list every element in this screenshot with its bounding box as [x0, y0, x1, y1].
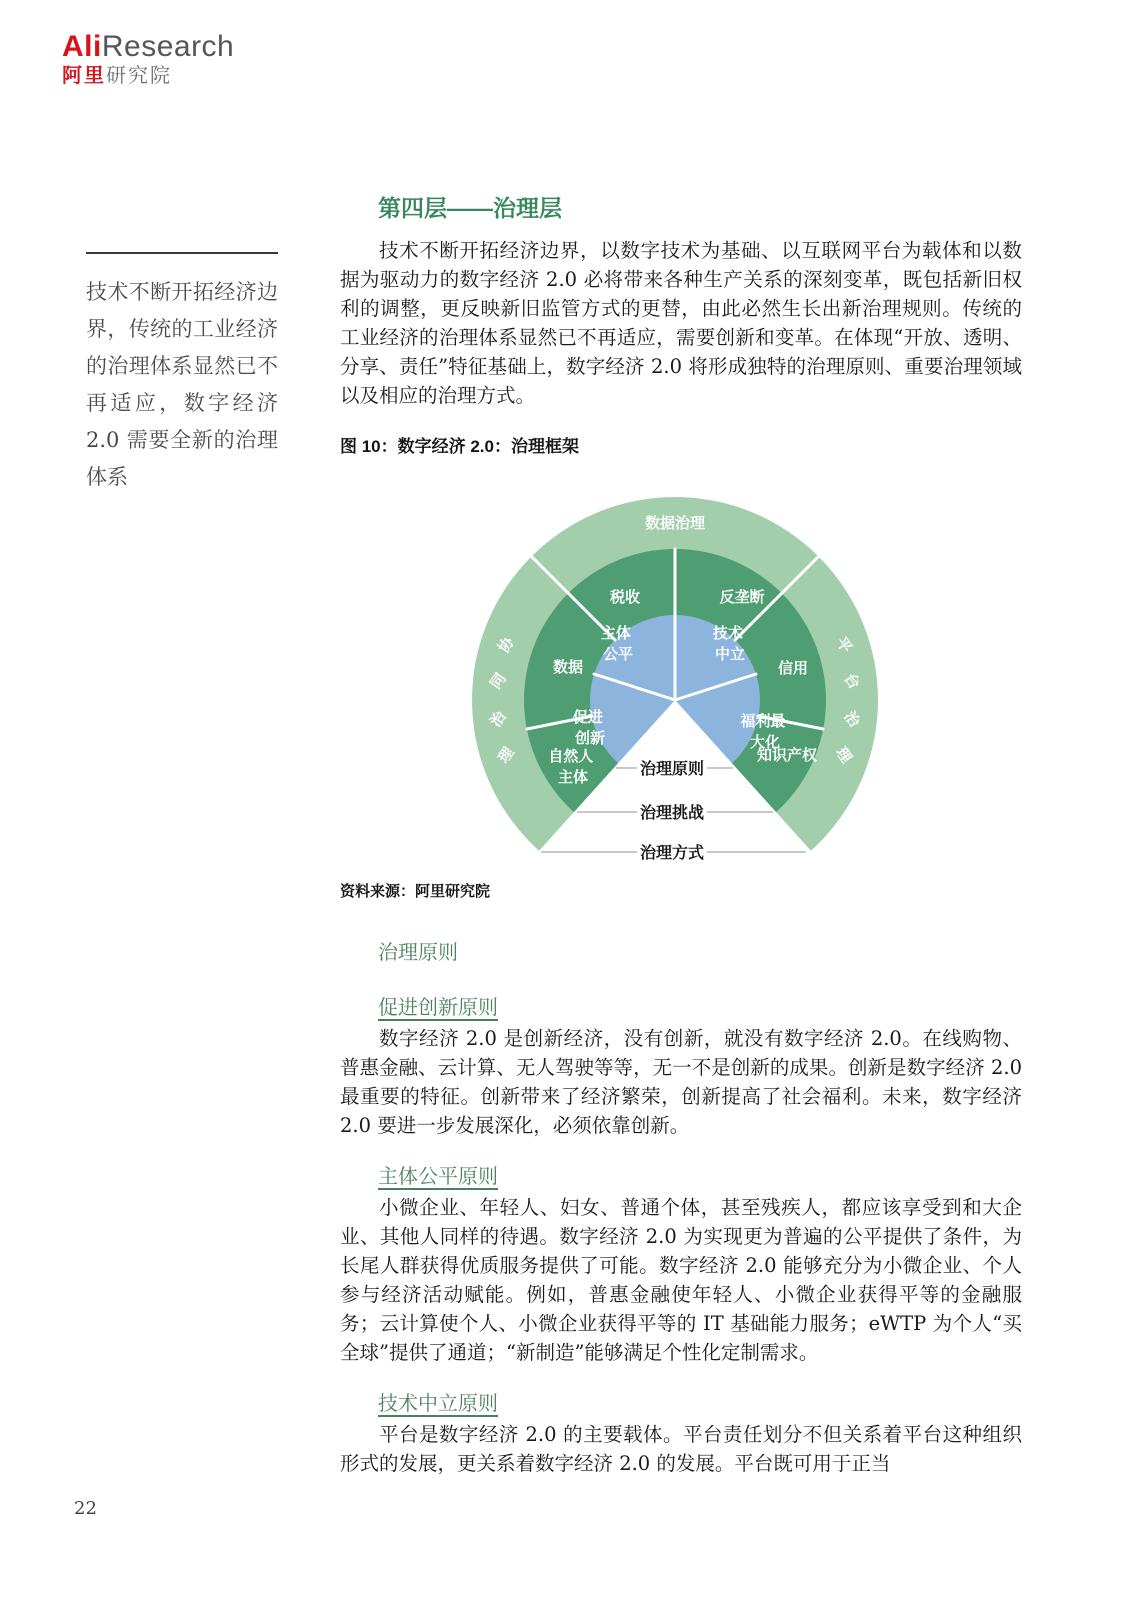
- logo-chinese: [62, 65, 234, 87]
- outer-label-left-char: 协: [495, 634, 518, 657]
- figure-caption: 图 10：数字经济 2.0：治理框架: [340, 437, 579, 456]
- subsection-innovation: [340, 991, 1022, 1140]
- inner-label-welfare-line2: 大化: [749, 734, 781, 751]
- governance-sections: [340, 936, 1022, 1498]
- heading-governance-principles: 治理原则: [378, 940, 458, 964]
- outer-label-right-char: 理: [832, 744, 855, 767]
- margin-note-rule: [86, 252, 278, 254]
- section-title: 第四层——治理层: [378, 195, 562, 221]
- wedge-label-methods: 治理方式: [639, 845, 705, 862]
- inner-label-tech-neutral-line2: 中立: [714, 646, 746, 663]
- wedge-label-principles: 治理原则: [639, 761, 705, 778]
- outer-label-left-char: 同: [487, 670, 510, 693]
- middle-label-tax: 税收: [609, 589, 641, 606]
- subsection-fairness: [340, 1160, 1022, 1367]
- heading-tech-neutral-principle: 技术中立原则: [378, 1391, 498, 1415]
- outer-label-right-char: 治: [840, 708, 863, 731]
- outer-label-left-char: 治: [487, 708, 510, 731]
- paragraph-fairness-principle: 小微企业、年轻人、妇女、普通个体，甚至残疾人，都应该享受到和大企业、其他人同样的待遇。数字经济 2.0 为实现更为普遍的公平提供了条件，为长尾人群获得优质服务提供了可能。数字经济 2.0 能够充分为小微企业、个人参与经济活动赋能。例如，普惠金融使年轻人、小微企业获得平等的金融服务；云计算使个人、小微企业获得平等的 IT 基础能力服务；eWTP 为个人“买全球”提供了通道；“新制造”能够满足个性化定制需求。: [340, 1196, 1022, 1364]
- middle-label-antitrust: 反垄断: [719, 589, 765, 606]
- outer-label-right-char: 平: [832, 634, 855, 657]
- middle-label-data: 数据: [552, 659, 584, 676]
- aliresearch-logo: [62, 30, 234, 87]
- margin-note-text: 技术不断开拓经济边界，传统的工业经济的治理体系显然已不再适应，数字经济 2.0 需要全新的治理体系: [86, 280, 278, 489]
- paragraph-tech-neutral-principle: 平台是数字经济 2.0 的主要载体。平台责任划分不但关系着平台这种组织形式的发展，更关系着数字经济 2.0 的发展。平台既可用于正当: [340, 1423, 1022, 1475]
- logo-cn-institute-text: 研究院: [106, 65, 172, 87]
- inner-label-fairness-line2: 公平: [602, 646, 634, 663]
- subsection-tech-neutral: [340, 1387, 1022, 1478]
- inner-label-welfare-line1: 福利最: [740, 713, 786, 730]
- wedge-label-challenges: 治理挑战: [639, 805, 705, 822]
- intro-paragraph: 技术不断开拓经济边界，以数字技术为基础、以互联网平台为载体和以数据为驱动力的数字经济 2.0 必将带来各种生产关系的深刻变革，既包括新旧权利的调整，更反映新旧监管方式的更替，由此必然生长出新治理规则。传统的工业经济的治理体系显然已不再适应，需要创新和变革。在体现“开放、透明、分享、责任”特征基础上，数字经济 2.0 将形成独特的治理原则、重要治理领域以及相应的治理方式。: [340, 239, 1022, 407]
- paragraph-innovation-principle: 数字经济 2.0 是创新经济，没有创新，就没有数字经济 2.0。在线购物、普惠金融、云计算、无人驾驶等等，无一不是创新的成果。创新是数字经济 2.0 最重要的特征。创新带来了经济繁荣，创新提高了社会福利。未来，数字经济 2.0 要进一步发展深化，必须依靠创新。: [340, 1027, 1022, 1137]
- middle-label-ip: 知识产权: [756, 747, 818, 764]
- outer-label-left-char: 理: [495, 744, 518, 767]
- logo-ali-text: Ali: [62, 30, 102, 63]
- heading-innovation-principle: 促进创新原则: [378, 995, 498, 1019]
- page-number: 22: [74, 1498, 97, 1519]
- outer-label-top: 数据治理: [644, 515, 706, 532]
- inner-label-tech-neutral-line1: 技术: [712, 625, 743, 642]
- heading-fairness-principle: 主体公平原则: [378, 1164, 498, 1188]
- governance-framework-diagram: [445, 475, 905, 875]
- logo-latin: [62, 30, 234, 63]
- inner-label-innovation-line2: 创新: [574, 730, 606, 747]
- logo-research-text: Research: [101, 30, 235, 63]
- inner-label-innovation-line1: 促进: [572, 709, 603, 726]
- inner-label-fairness-line1: 主体: [600, 625, 631, 642]
- figure-source: 资料来源：阿里研究院: [340, 883, 491, 900]
- logo-cn-ali-text: 阿里: [62, 65, 106, 87]
- margin-note: [86, 252, 278, 496]
- outer-label-right-char: 台: [840, 670, 863, 693]
- middle-label-credit: 信用: [777, 660, 809, 677]
- middle-label-natural-person-line2: 主体: [557, 769, 589, 786]
- middle-label-natural-person-line1: 自然人: [548, 748, 594, 765]
